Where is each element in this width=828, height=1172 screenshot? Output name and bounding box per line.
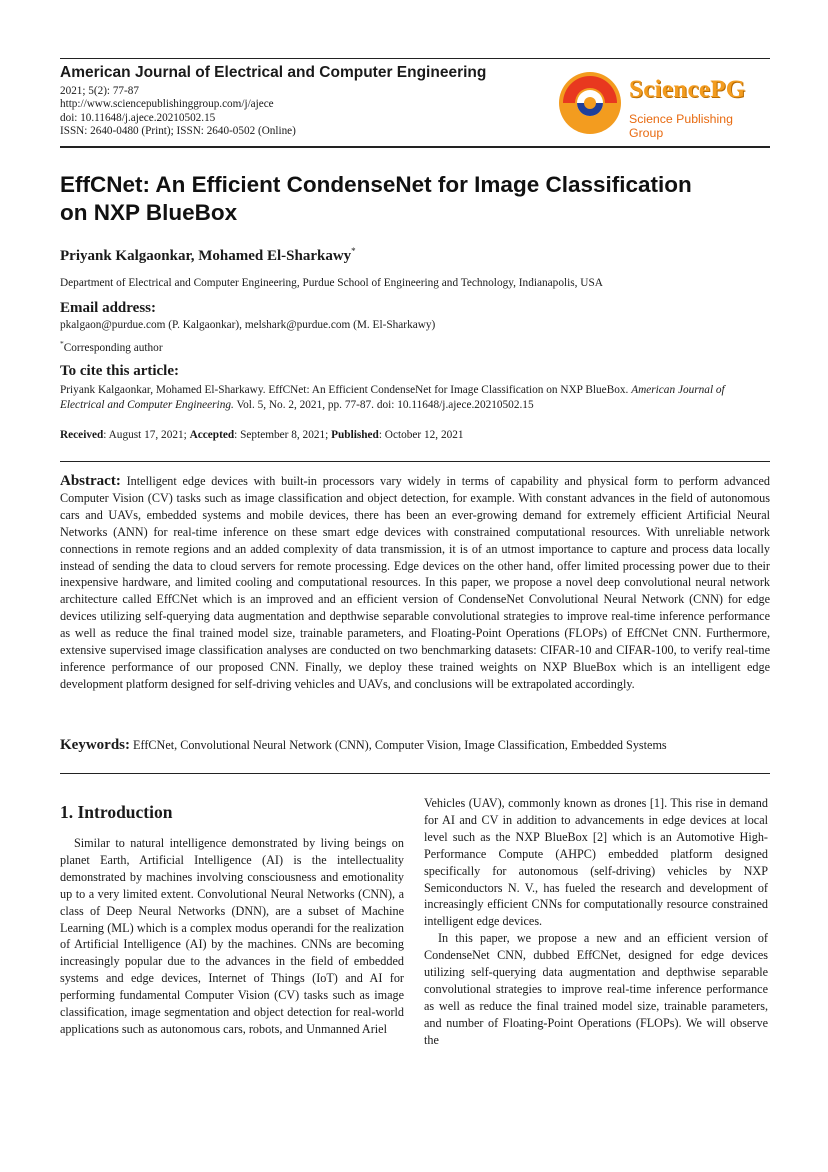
- introduction-heading: 1. Introduction: [60, 802, 173, 822]
- sciencepg-logo: [557, 68, 770, 138]
- cite-heading: To cite this article:: [60, 363, 179, 379]
- email-addresses: pkalgaon@purdue.com (P. Kalgaonkar), melshark@purdue.com (M. El-Sharkawy): [60, 319, 436, 331]
- sciencepg-logo-icon: [557, 70, 623, 136]
- keywords-label: Keywords:: [60, 737, 130, 753]
- corresponding-author: *Corresponding author: [60, 339, 163, 354]
- corresponding-mark: *: [351, 246, 356, 256]
- abstract-bottom-rule: [60, 773, 770, 774]
- keywords: [60, 737, 770, 754]
- journal-title: American Journal of Electrical and Computer Engineering: [60, 64, 487, 81]
- citation: Priyank Kalgaonkar, Mohamed El-Sharkawy. EffCNet: An Efficient CondenseNet for Image Classification on NXP BlueBox. American Journal of Electrical and Computer Engineering. Vol. 5, No. 2, 2021, pp. 77-87. doi: 10.11648/j.ajece.20210502.15: [60, 384, 725, 411]
- abstract-label: Abstract:: [60, 473, 121, 489]
- affiliation: Department of Electrical and Computer Engineering, Purdue School of Engineering and Technology, Indianapolis, USA: [60, 277, 603, 289]
- keywords-text: EffCNet, Convolutional Neural Network (CNN), Computer Vision, Image Classification, Embedded Systems: [133, 738, 667, 752]
- email-heading: Email address:: [60, 300, 156, 316]
- abstract: [60, 473, 770, 693]
- abstract-top-rule: [60, 461, 770, 462]
- journal-doi: doi: 10.11648/j.ajece.20210502.15: [60, 111, 216, 124]
- authors: Priyank Kalgaonkar, Mohamed El-Sharkawy*: [60, 246, 356, 264]
- intro-paragraph-2: In this paper, we propose a new and an efficient version of CondenseNet CNN, dubbed EffCNet, designed for edge devices utilizing self-querying data augmentation and depthwise separable convolutional strategies to improve real-time inference performance as well as reduce the final trained model size, trainable parameters, and number of Floating-Point Operations (FLOPs). We will observe the: [424, 931, 768, 1047]
- header-top-rule: [60, 58, 770, 59]
- journal-url[interactable]: http://www.sciencepublishinggroup.com/j/ajece: [60, 98, 274, 111]
- journal-meta: [60, 85, 296, 139]
- journal-issn: ISSN: 2640-0480 (Print); ISSN: 2640-0502 (Online): [60, 125, 296, 138]
- volume-info: 2021; 5(2): 77-87: [60, 85, 139, 97]
- logo-subtitle: Science Publishing Group: [629, 112, 733, 140]
- intro-paragraph-1-cont: Vehicles (UAV), commonly known as drones [1]. This rise in demand for AI and CV in addition to advancements in edge devices at local level such as the NXP BlueBox [2] which is an Automotive High-Performance Compute (AHPC) embedded platform designed specifically for autonomous (self-driving) vehicles by NXP Semiconductors N. V., has fueled the research and development of increasingly efficient CNNs for computationally resource constrained intelligent edge devices.: [424, 796, 768, 929]
- abstract-text: Intelligent edge devices with built-in processors vary widely in terms of capability and physical form to perform advanced Computer Vision (CV) tasks such as image classification and object detection, for example. With constant advances in the field of autonomous cars and UAVs, embedded systems and mobile devices, there has been an ever-growing demand for extremely efficient Artificial Neural Networks (ANN) for real-time inference on these smart edge devices with constrained computational resources. With unreliable network connections in remote regions and an added complexity of data transmission, it is of an utmost importance to capture and process data locally instead of sending the data to cloud servers for remote processing. Edge devices on the other hand, offer limited processing power due to their inexpensive hardware, and limited cooling and computational resources. In this paper, we propose a novel deep convolutional neural network architecture called EffCNet which is an improved and an efficient version of CondenseNet Convolutional Neural Network (CNN) for edge devices utilizing self-querying data augmentation and depthwise separable convolutional strategies to improve real-time inference performance as well as reduce the final trained model size, trainable parameters, and Floating-Point Operations (FLOPs) of EffCNet CNN. Furthermore, extensive supervised image classification analyses are conducted on two benchmarking datasets: CIFAR-10 and CIFAR-100, to verify real-time inference performance of our proposed CNN. Finally, we deploy these trained weights on NXP BlueBox which is an intelligent edge development platform designed for self-driving vehicles and UAVs, and conclusions will be extrapolated accordingly.: [60, 474, 771, 691]
- intro-paragraph-1: Similar to natural intelligence demonstrated by living beings on planet Earth, Artificial Intelligence (AI) is the intellectuality demonstrated by machines involving consciousness and emotionality up to a very limited extent. Convolutional Neural Networks (CNN), a class of Deep Neural Networks (DNN), are a subset of Machine Learning (ML) which is a complex modus operandi for the realization of Artificial Intelligence (AI) by the machines. CNNs are becoming increasingly popular due to the advances in the field of embedded systems and edge devices, Internet of Things (IoT) and AI for performing fundamental Computer Vision (CV) tasks such as image classification, image segmentation and object detection for real-world applications such as autonomous cars, robots, and Unmanned Ariel: [60, 836, 404, 1036]
- left-column: [60, 795, 404, 1038]
- paper-title: EffCNet: An Efficient CondenseNet for Image Classification on NXP BlueBox: [60, 172, 692, 225]
- right-column: [424, 795, 768, 1049]
- article-dates: Received: August 17, 2021; Accepted: September 8, 2021; Published: October 12, 2021: [60, 429, 464, 441]
- header-bottom-rule: [60, 146, 770, 148]
- logo-name: SciencePG: [629, 76, 746, 103]
